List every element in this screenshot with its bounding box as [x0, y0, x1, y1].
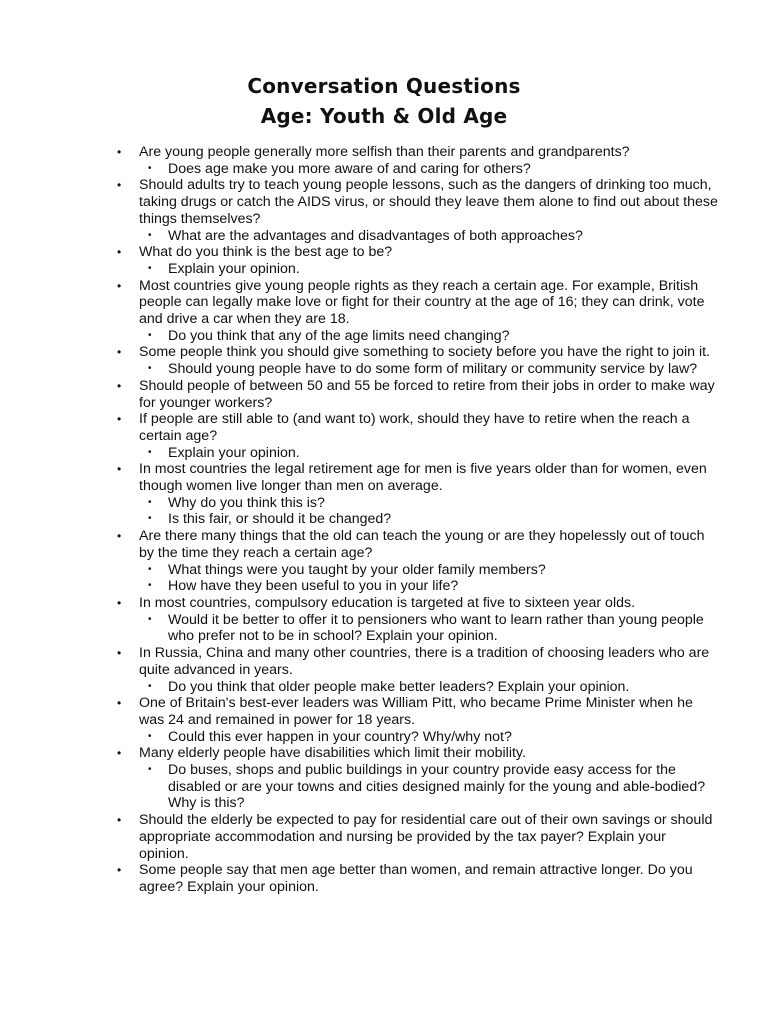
- question-item: [139, 244, 719, 277]
- question-text: Many elderly people have disabilities which limit their mobility.: [139, 745, 526, 762]
- document-title: Conversation Questions: [247, 74, 521, 98]
- question-text: In most countries the legal retirement age for men is five years older than for women, even though women live longer than men on average.: [139, 461, 707, 495]
- question-text: Most countries give young people rights as they reach a certain age. For example, British people can legally make love or fight for their country at the age of 16; they can drink, vote and drive a car when they are 18.: [139, 277, 705, 328]
- question-item: [139, 344, 719, 377]
- question-item: [139, 378, 719, 411]
- sub-question-list: [139, 562, 719, 595]
- sub-question-item: • Explain your opinion.: [168, 445, 719, 462]
- sub-question-list: [139, 729, 719, 746]
- question-list: [139, 144, 719, 896]
- question-item: [139, 595, 719, 645]
- question-text: What do you think is the best age to be?: [139, 244, 393, 261]
- question-text: Are young people generally more selfish than their parents and grandparents?: [139, 144, 630, 160]
- sub-question-item: • Does age make you more aware of and caring for others?: [168, 161, 719, 178]
- question-item: [139, 645, 719, 695]
- question-item: [139, 528, 719, 595]
- sub-question-item: • Do you think that older people make better leaders? Explain your opinion.: [168, 679, 719, 696]
- question-text: Some people think you should give something to society before you have the right to join it.: [139, 344, 710, 361]
- question-text: In most countries, compulsory education is targeted at five to sixteen year olds.: [139, 594, 636, 611]
- sub-question-item: • Do buses, shops and public buildings in your country provide easy access for the disabled or are your towns and cities designed mainly for the young and able-bodied? Why is this?: [168, 762, 719, 812]
- question-text: Are there many things that the old can teach the young or are they hopelessly out of touch by the time they reach a certain age?: [139, 528, 705, 561]
- sub-question-item: • How have they been useful to you in your life?: [168, 578, 719, 595]
- question-item: [139, 812, 719, 862]
- question-text: Some people say that men age better than women, and remain attractive longer. Do you agree? Explain your opinion.: [139, 862, 693, 895]
- sub-question-list: [139, 161, 719, 178]
- question-item: [139, 862, 719, 895]
- question-item: [139, 461, 719, 528]
- question-text: Should the elderly be expected to pay for residential care out of their own savings or should appropriate accommodation and nursing be provided by the tax payer? Explain your opinion.: [139, 812, 713, 862]
- sub-question-item: • Explain your opinion.: [168, 261, 719, 278]
- sub-question-item: • Should young people have to do some form of military or community service by law?: [168, 361, 719, 378]
- sub-question-list: [139, 679, 719, 696]
- question-text: In Russia, China and many other countries, there is a tradition of choosing leaders who are quite advanced in years.: [139, 645, 710, 678]
- sub-question-list: [139, 445, 719, 462]
- question-text: If people are still able to (and want to) work, should they have to retire when the reach a certain age?: [139, 411, 690, 444]
- question-text: Should people of between 50 and 55 be forced to retire from their jobs in order to make way for younger workers?: [139, 377, 715, 411]
- sub-question-list: [139, 762, 719, 812]
- sub-question-item: • Could this ever happen in your country? Why/why not?: [168, 729, 719, 746]
- question-item: [139, 411, 719, 461]
- sub-question-item: • What things were you taught by your older family members?: [168, 562, 719, 579]
- sub-question-list: [139, 328, 719, 345]
- sub-question-item: • Is this fair, or should it be changed?: [168, 511, 719, 528]
- sub-question-item: • What are the advantages and disadvantages of both approaches?: [168, 228, 719, 245]
- sub-question-list: [139, 228, 719, 245]
- document-subtitle: Age: Youth & Old Age: [260, 104, 508, 128]
- sub-question-list: [139, 612, 719, 645]
- sub-question-list: [139, 495, 719, 528]
- sub-question-list: [139, 261, 719, 278]
- sub-question-list: [139, 361, 719, 378]
- question-item: [139, 177, 719, 244]
- question-text: One of Britain's best-ever leaders was William Pitt, who became Prime Minister when he was 24 and remained in power for 18 years.: [139, 695, 693, 728]
- sub-question-item: • Why do you think this is?: [168, 495, 719, 512]
- sub-question-item: • Would it be better to offer it to pensioners who want to learn rather than young people who prefer not to be in school? Explain your opinion.: [168, 612, 719, 645]
- question-item: [139, 745, 719, 812]
- question-item: [139, 144, 719, 177]
- question-item: [139, 695, 719, 745]
- sub-question-item: • Do you think that any of the age limits need changing?: [168, 328, 719, 345]
- question-text: Should adults try to teach young people lessons, such as the dangers of drinking too much, taking drugs or catch the AIDS virus, or should they leave them alone to find out about these things themselves?: [139, 177, 718, 227]
- question-item: [139, 278, 719, 345]
